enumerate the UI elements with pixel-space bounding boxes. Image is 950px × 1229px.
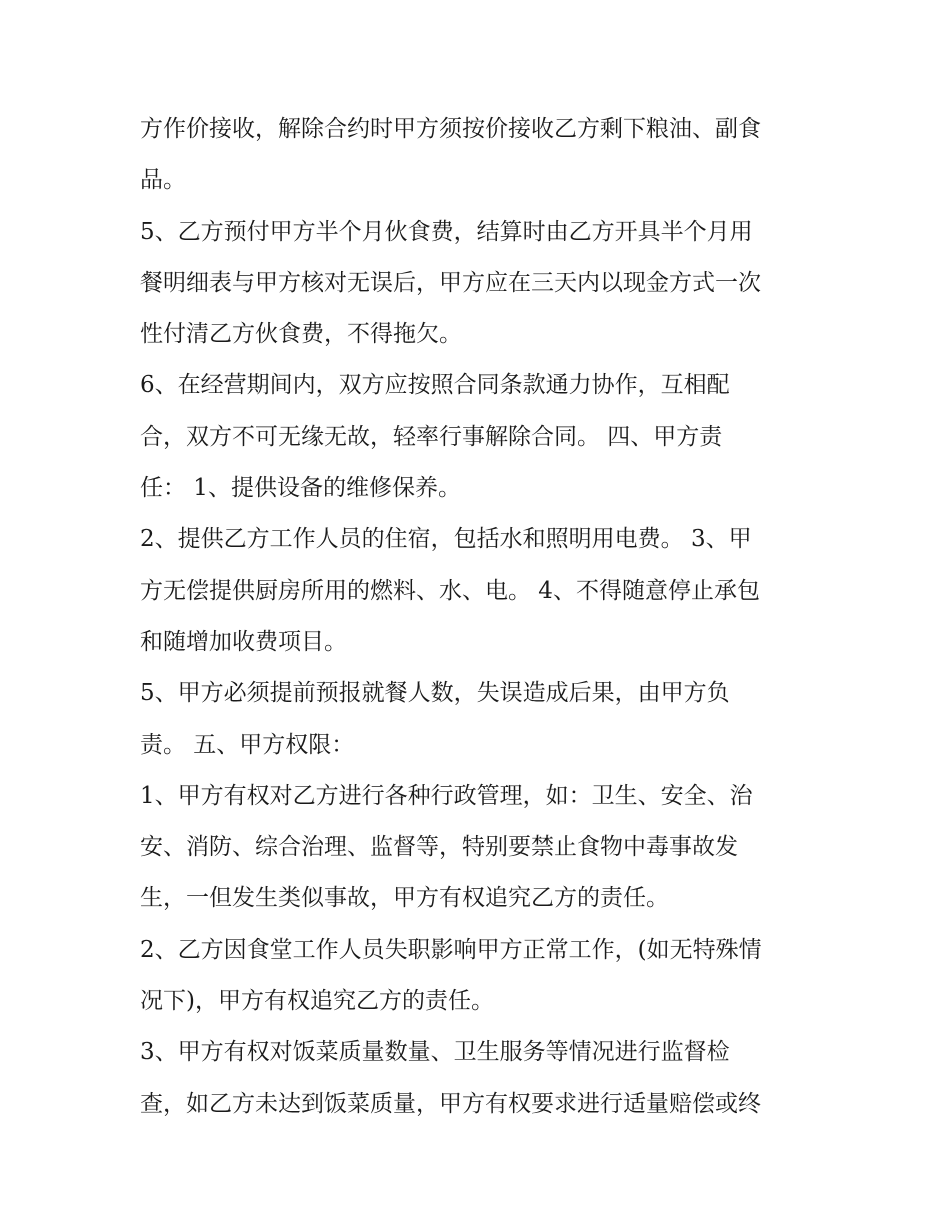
text-line: 责。 五、甲方权限： xyxy=(140,731,355,758)
text-line: 生，一但发生类似事故，甲方有权追究乙方的责任。 xyxy=(140,885,669,912)
text-line: 3、甲方有权对饭菜质量数量、卫生服务等情况进行监督检 xyxy=(140,1039,730,1066)
text-line: 和随增加收费项目。 xyxy=(140,628,347,655)
text-line: 性付清乙方伙食费，不得拖欠。 xyxy=(140,321,462,348)
text-line: 合，双方不可无缘无故，轻率行事解除合同。 四、甲方责 xyxy=(140,423,723,450)
contract-text xyxy=(140,104,820,1130)
text-line: 5、乙方预付甲方半个月伙食费，结算时由乙方开具半个月用 xyxy=(140,218,753,245)
text-line: 任： 1、提供设备的维修保养。 xyxy=(140,475,461,502)
text-line: 餐明细表与甲方核对无误后，甲方应在三天内以现金方式一次 xyxy=(140,269,761,296)
text-line: 1、甲方有权对乙方进行各种行政管理，如：卫生、安全、治 xyxy=(140,782,753,809)
text-line: 查，如乙方未达到饭菜质量，甲方有权要求进行适量赔偿或终 xyxy=(140,1090,761,1117)
text-line: 2、提供乙方工作人员的住宿，包括水和照明用电费。 3、甲 xyxy=(140,526,752,553)
text-line: 品。 xyxy=(140,167,186,194)
text-line: 5、甲方必须提前预报就餐人数，失误造成后果，由甲方负 xyxy=(140,680,730,707)
text-line: 方作价接收，解除合约时甲方须按价接收乙方剩下粮油、副食 xyxy=(140,116,761,142)
text-line: 况下)，甲方有权追究乙方的责任。 xyxy=(140,988,494,1015)
text-line: 6、在经营期间内，双方应按照合同条款通力协作，互相配 xyxy=(140,372,730,399)
text-line: 方无偿提供厨房所用的燃料、水、电。 4、不得随意停止承包 xyxy=(140,577,760,604)
text-line: 2、乙方因食堂工作人员失职影响甲方正常工作，(如无特殊情 xyxy=(140,936,762,963)
text-line: 安、消防、综合治理、监督等，特别要禁止食物中毒事故发 xyxy=(140,834,738,861)
